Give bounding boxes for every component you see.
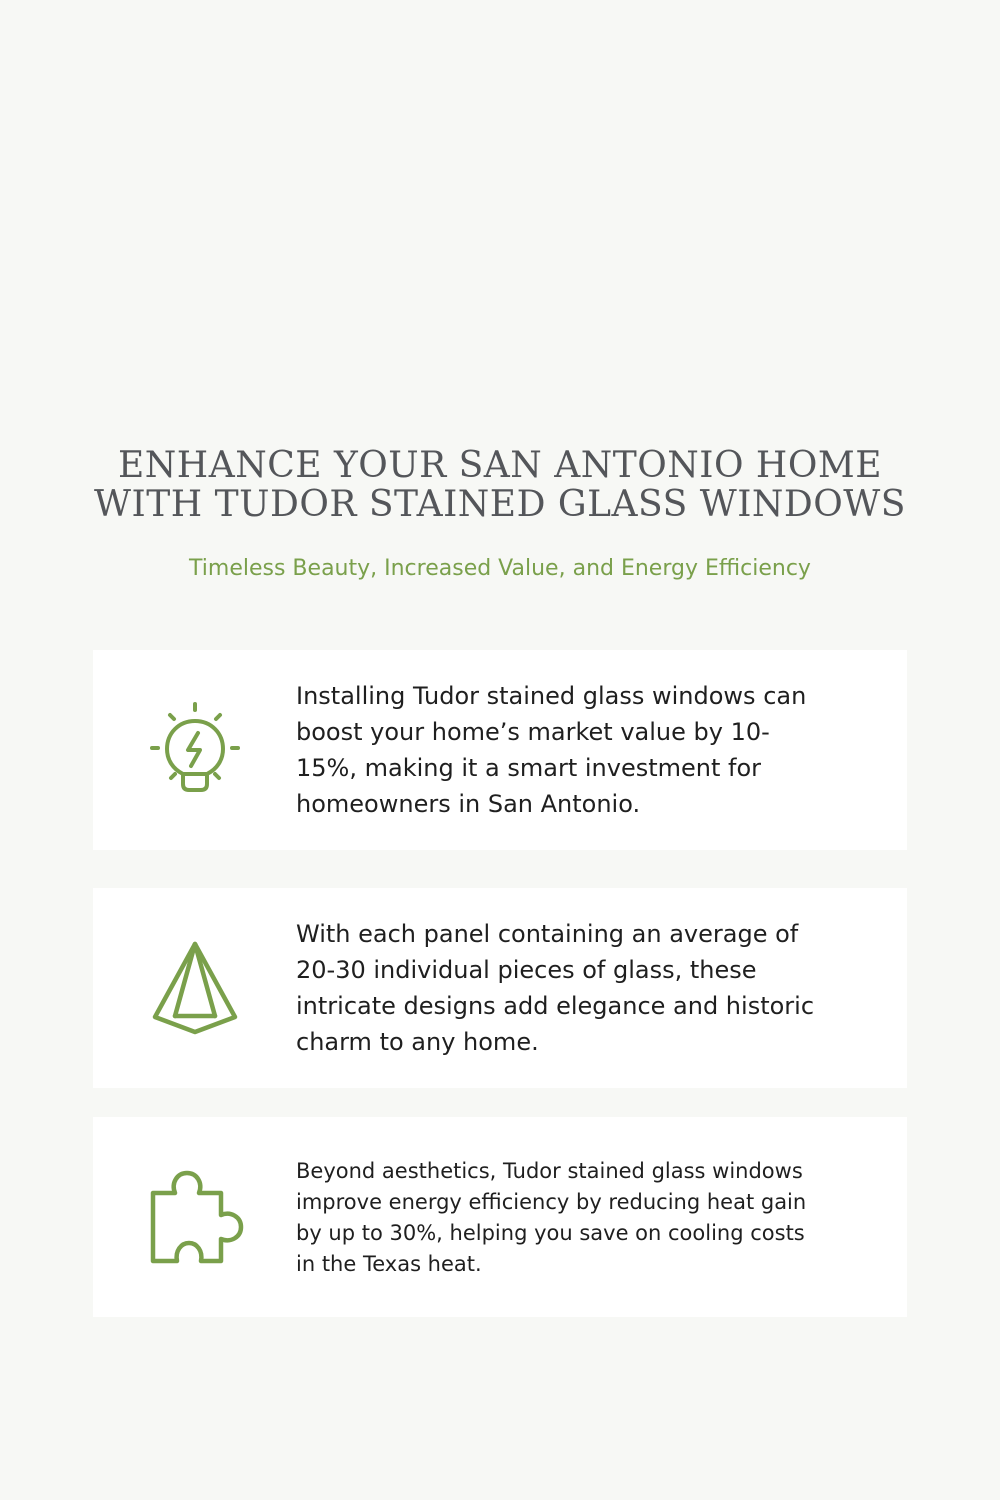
page-subtitle: Timeless Beauty, Increased Value, and Energy Efficiency [189, 556, 811, 581]
pyramid-icon [143, 936, 247, 1040]
feature-text: Installing Tudor stained glass windows can boost your home’s market value by 10-15%, making it a smart investment for homeowners in San Antonio. [296, 682, 807, 818]
feature-card-energy-efficiency [93, 1117, 907, 1317]
feature-card-craftsmanship [93, 888, 907, 1088]
feature-text: With each panel containing an average of 20-30 individual pieces of glass, these intricate designs add elegance and historic charm to any home. [296, 920, 815, 1056]
lightbulb-icon [143, 698, 247, 802]
page-title-line-1: ENHANCE YOUR SAN ANTONIO HOME [118, 445, 882, 486]
puzzle-piece-icon [143, 1165, 247, 1269]
feature-card-market-value [93, 650, 907, 850]
page-title [0, 446, 1000, 524]
feature-text: Beyond aesthetics, Tudor stained glass windows improve energy efficiency by reducing heat gain by up to 30%, helping you save on cooling costs in the Texas heat. [296, 1159, 807, 1276]
page-title-line-2: WITH TUDOR STAINED GLASS WINDOWS [94, 484, 906, 525]
